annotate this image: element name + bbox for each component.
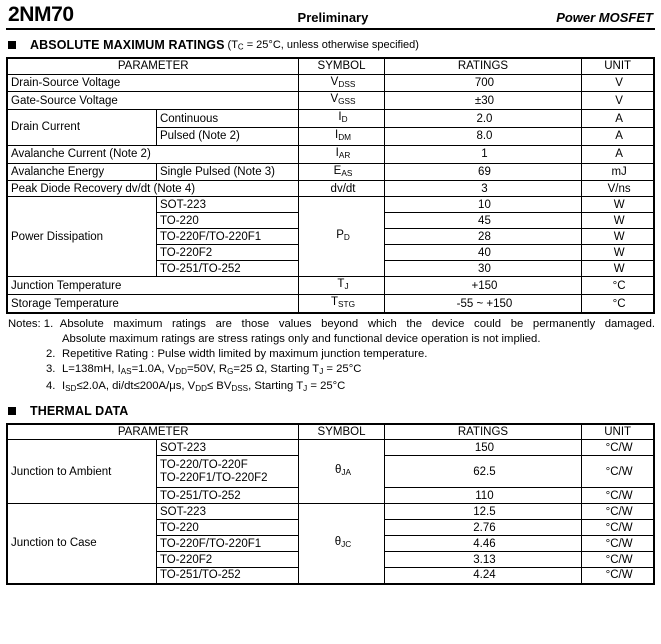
cell-package: TO-220F/TO-220F1 xyxy=(156,229,298,245)
note-number: 3. xyxy=(46,363,56,375)
cell-parameter-sub: Single Pulsed (Note 3) xyxy=(156,163,298,181)
cell-unit: °C/W xyxy=(582,456,654,488)
cell-parameter: Avalanche Energy xyxy=(7,163,156,181)
column-header-ratings: RATINGS xyxy=(384,58,582,74)
cell-unit: °C xyxy=(582,277,654,295)
cell-parameter: Power Dissipation xyxy=(7,197,156,277)
table-header-row xyxy=(7,58,654,74)
table-row xyxy=(7,440,654,456)
table-row xyxy=(7,295,654,313)
note-text: Absolute maximum ratings are stress ratings only and functional device operation is not implied. xyxy=(62,333,541,345)
cell-rating: 28 xyxy=(384,229,582,245)
cell-parameter: Gate-Source Voltage xyxy=(7,92,299,110)
table-row xyxy=(7,145,654,163)
cell-rating: 110 xyxy=(384,488,582,504)
cell-unit: °C/W xyxy=(582,536,654,552)
cell-unit: W xyxy=(582,261,654,277)
cell-package: TO-251/TO-252 xyxy=(156,488,298,504)
cell-package: TO-220 xyxy=(156,520,298,536)
section-title-thermal-data xyxy=(8,404,655,418)
cell-symbol: $I_D$ xyxy=(299,110,384,128)
section-title-absolute-maximum-ratings xyxy=(8,38,655,52)
cell-unit: mJ xyxy=(582,163,654,181)
table-header-row xyxy=(7,424,654,440)
cell-parameter-sub: Pulsed (Note 2) xyxy=(156,127,298,145)
cell-unit: V/ns xyxy=(582,181,654,197)
column-header-parameter: PARAMETER xyxy=(7,424,299,440)
cell-parameter: Drain-Source Voltage xyxy=(7,74,299,92)
cell-rating: 69 xyxy=(384,163,582,181)
table-row xyxy=(7,277,654,295)
device-name: 2NM70 xyxy=(8,3,74,26)
cell-unit: °C xyxy=(582,295,654,313)
column-header-symbol: SYMBOL xyxy=(299,58,384,74)
cell-rating: 2.76 xyxy=(384,520,582,536)
table-row xyxy=(7,74,654,92)
note-item xyxy=(8,362,655,379)
cell-symbol: $P_D$ xyxy=(299,197,384,277)
cell-unit: V xyxy=(582,92,654,110)
column-header-parameter: PARAMETER xyxy=(7,58,299,74)
cell-unit: A xyxy=(582,127,654,145)
cell-symbol: dv/dt xyxy=(299,181,384,197)
cell-symbol: $T_J$ xyxy=(299,277,384,295)
note-number: 2. xyxy=(46,348,56,360)
cell-parameter: Avalanche Current (Note 2) xyxy=(7,145,299,163)
cell-rating: 700 xyxy=(384,74,582,92)
cell-unit: A xyxy=(582,145,654,163)
cell-rating: 3 xyxy=(384,181,582,197)
cell-unit: V xyxy=(582,74,654,92)
note-text: L=138mH, $I_{AS}=1.0A$, $V_{DD}=50V$, $R_G=25$ Ω, Starting $T_J = 25^\circ C$ xyxy=(62,363,362,376)
cell-symbol: $T_{STG}$ xyxy=(299,295,384,313)
column-header-unit: UNIT xyxy=(582,424,654,440)
cell-rating: 1 xyxy=(384,145,582,163)
cell-parameter: Peak Diode Recovery dv/dt (Note 4) xyxy=(7,181,299,197)
note-item xyxy=(8,379,655,396)
cell-rating: 4.24 xyxy=(384,568,582,584)
cell-package: SOT-223 xyxy=(156,197,298,213)
cell-unit: °C/W xyxy=(582,440,654,456)
note-item xyxy=(8,317,655,332)
product-category: Power MOSFET xyxy=(556,10,653,25)
cell-unit: °C/W xyxy=(582,568,654,584)
cell-unit: W xyxy=(582,213,654,229)
cell-rating: 45 xyxy=(384,213,582,229)
cell-package: TO-220F2 xyxy=(156,552,298,568)
cell-package: TO-251/TO-252 xyxy=(156,568,298,584)
document-status: Preliminary xyxy=(297,10,369,25)
column-header-symbol: SYMBOL xyxy=(299,424,384,440)
cell-package: TO-220F/TO-220F1 xyxy=(156,536,298,552)
cell-symbol: $E_{AS}$ xyxy=(299,163,384,181)
cell-parameter: Drain Current xyxy=(7,110,156,146)
cell-parameter: Junction to Case xyxy=(7,504,156,584)
cell-package: TO-220/TO-220F TO-220F1/TO-220F2 xyxy=(156,456,298,488)
section-condition: ($T_C = 25^\circ C$, unless otherwise specified) xyxy=(227,38,419,52)
cell-package: SOT-223 xyxy=(156,504,298,520)
table-row xyxy=(7,110,654,128)
note-text: Absolute maximum ratings are those values beyond which the device could be permanently damaged. xyxy=(59,318,655,330)
cell-package: TO-251/TO-252 xyxy=(156,261,298,277)
cell-rating: +150 xyxy=(384,277,582,295)
cell-unit: °C/W xyxy=(582,488,654,504)
page-header xyxy=(6,0,655,30)
cell-package: TO-220F2 xyxy=(156,245,298,261)
cell-rating: ±30 xyxy=(384,92,582,110)
cell-rating: 10 xyxy=(384,197,582,213)
cell-rating: 30 xyxy=(384,261,582,277)
note-number: 1. xyxy=(43,318,54,330)
cell-symbol: $V_{GSS}$ xyxy=(299,92,384,110)
table-row xyxy=(7,504,654,520)
cell-unit: W xyxy=(582,197,654,213)
cell-parameter: Junction Temperature xyxy=(7,277,299,295)
cell-symbol: $\theta_{JA}$ xyxy=(299,440,384,504)
absolute-maximum-ratings-table xyxy=(6,57,655,314)
cell-rating: 2.0 xyxy=(384,110,582,128)
cell-rating: 3.13 xyxy=(384,552,582,568)
thermal-data-table xyxy=(6,423,655,585)
note-text: $I_{SD}\le 2.0A$, di/dt≤200A/μs, $V_{DD}\le BV_{DSS}$, Starting $T_J = 25^\circ C$ xyxy=(62,379,346,393)
black-square-bullet-icon xyxy=(8,407,16,415)
cell-package: SOT-223 xyxy=(156,440,298,456)
notes-block xyxy=(8,317,655,396)
cell-unit: W xyxy=(582,229,654,245)
section-heading-text: THERMAL DATA xyxy=(30,403,129,418)
column-header-unit: UNIT xyxy=(582,58,654,74)
table-row xyxy=(7,181,654,197)
cell-rating: -55 ~ +150 xyxy=(384,295,582,313)
condition-subscript: C xyxy=(237,42,244,52)
note-item-continuation xyxy=(8,332,655,347)
section-heading-text: ABSOLUTE MAXIMUM RATINGS xyxy=(30,38,225,52)
cell-symbol: $V_{DSS}$ xyxy=(299,74,384,92)
cell-package: TO-220 xyxy=(156,213,298,229)
cell-rating: 62.5 xyxy=(384,456,582,488)
cell-rating: 8.0 xyxy=(384,127,582,145)
cell-parameter-sub: Continuous xyxy=(156,110,298,128)
notes-label: Notes: xyxy=(8,318,44,330)
note-number: 4. xyxy=(46,379,56,392)
cell-unit: °C/W xyxy=(582,552,654,568)
cell-symbol: $I_{AR}$ xyxy=(299,145,384,163)
table-row xyxy=(7,92,654,110)
cell-unit: W xyxy=(582,245,654,261)
cell-rating: 40 xyxy=(384,245,582,261)
black-square-bullet-icon xyxy=(8,41,16,49)
table-row xyxy=(7,163,654,181)
cell-unit: °C/W xyxy=(582,520,654,536)
cell-parameter: Junction to Ambient xyxy=(7,440,156,504)
cell-unit: °C/W xyxy=(582,504,654,520)
note-text: Repetitive Rating : Pulse width limited by maximum junction temperature. xyxy=(62,348,428,360)
cell-parameter: Storage Temperature xyxy=(7,295,299,313)
note-item xyxy=(8,347,655,362)
column-header-ratings: RATINGS xyxy=(384,424,582,440)
cell-rating: 150 xyxy=(384,440,582,456)
cell-rating: 12.5 xyxy=(384,504,582,520)
cell-unit: A xyxy=(582,110,654,128)
cell-symbol: $\theta_{JC}$ xyxy=(299,504,384,584)
cell-rating: 4.46 xyxy=(384,536,582,552)
cell-symbol: $I_{DM}$ xyxy=(299,127,384,145)
table-row xyxy=(7,197,654,213)
